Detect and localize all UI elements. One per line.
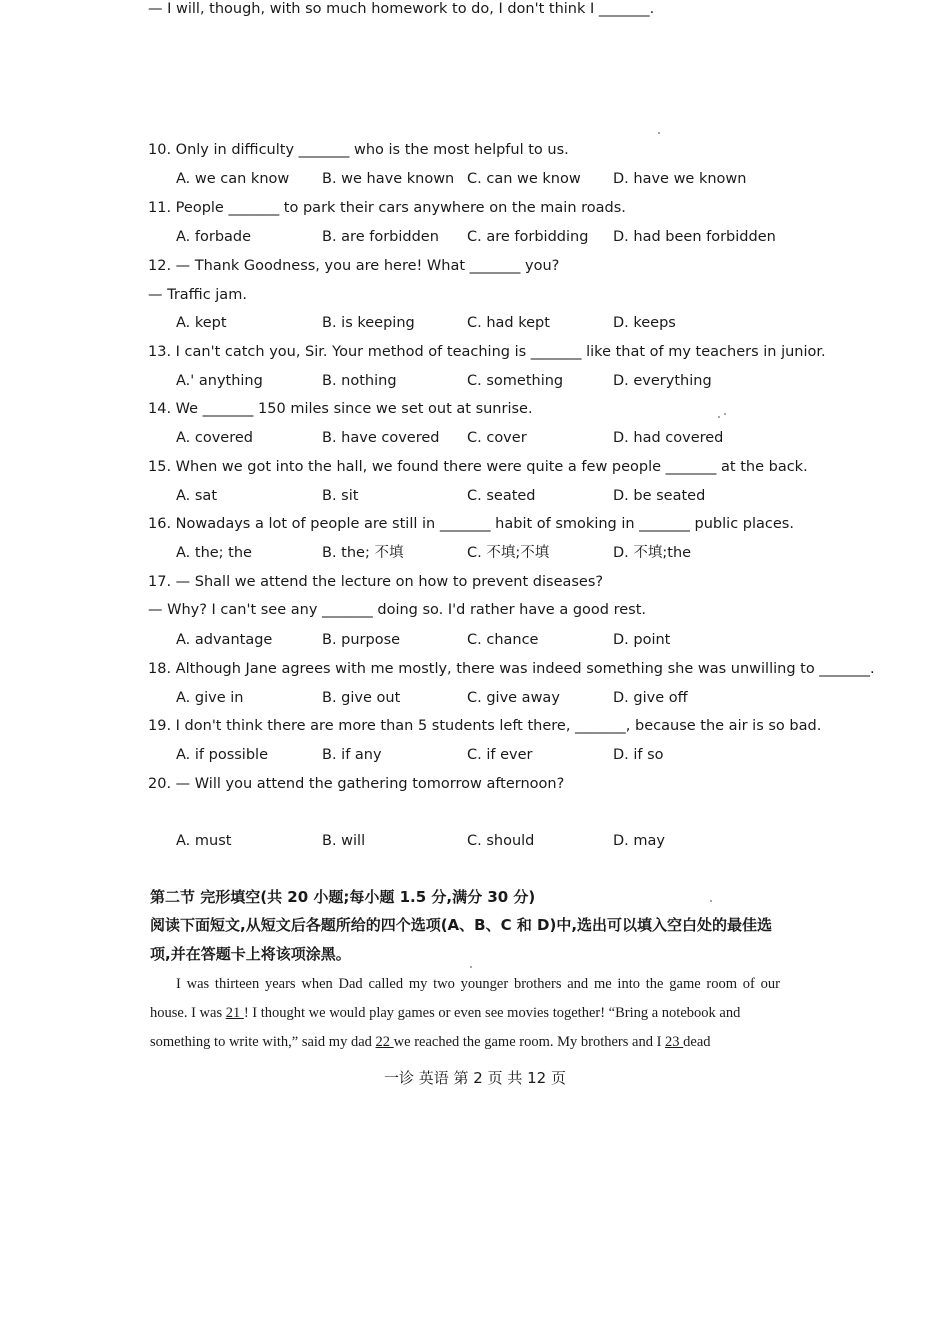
section-heading: 第二节 完形填空(共 20 小题;每小题 1.5 分,满分 30 分)	[150, 888, 536, 906]
blank-21: 21	[225, 1005, 244, 1021]
blank-23: 23	[665, 1034, 684, 1050]
page-footer: 一诊 英语 第 2 页 共 12 页	[383, 1069, 566, 1087]
option-d: D. point	[613, 632, 671, 648]
passage-text: house. I was	[150, 1005, 226, 1021]
option-d: D. give off	[613, 690, 688, 706]
section-instruction-line-2: 项,并在答题卡上将该项涂黑。	[150, 945, 351, 963]
option-d: D. had been forbidden	[613, 229, 776, 245]
passage-text: ! I thought we would play games or even see movies together! “Bring a notebook and	[243, 1005, 741, 1021]
option-b: B. are forbidden	[322, 229, 439, 245]
option-b: B. give out	[322, 690, 401, 706]
option-a: A.' anything	[176, 373, 263, 389]
option-d: D. may	[613, 833, 665, 849]
scan-speck	[470, 966, 472, 968]
option-b: B. we have known	[322, 171, 455, 187]
option-d: D. if so	[613, 747, 664, 763]
option-a: A. must	[176, 833, 232, 849]
option-c: C. 不填;不填	[467, 545, 550, 561]
passage-text: dead	[683, 1034, 711, 1050]
question-stem: 18. Although Jane agrees with me mostly, there was indeed something she was unwilling to _______.	[148, 661, 875, 677]
option-a: A. if possible	[176, 747, 268, 763]
question-dialogue-line: — I will, though, with so much homework to do, I don't think I _______.	[148, 1, 655, 17]
option-a: A. the; the	[176, 545, 252, 561]
option-c: C. had kept	[467, 315, 550, 331]
option-a: A. covered	[176, 430, 253, 446]
option-c: C. are forbidding	[467, 229, 589, 245]
option-b: B. if any	[322, 747, 382, 763]
question-stem: 15. When we got into the hall, we found there were quite a few people _______ at the back.	[148, 459, 808, 475]
question-stem: 14. We _______ 150 miles since we set out at sunrise.	[148, 401, 533, 417]
question-dialogue-line: — Traffic jam.	[148, 287, 247, 303]
scan-speck	[724, 413, 726, 415]
option-b: B. have covered	[322, 430, 440, 446]
option-c: C. chance	[467, 632, 539, 648]
option-a: A. give in	[176, 690, 244, 706]
option-d: D. had covered	[613, 430, 724, 446]
option-c: C. give away	[467, 690, 560, 706]
passage-line-2	[150, 1004, 740, 1022]
question-dialogue-line: — Why? I can't see any _______ doing so. I'd rather have a good rest.	[148, 602, 647, 618]
option-c: C. something	[467, 373, 564, 389]
option-c: C. if ever	[467, 747, 533, 763]
option-b: B. sit	[322, 488, 359, 504]
question-stem: 10. Only in difficulty _______ who is the most helpful to us.	[148, 142, 569, 158]
passage-line-3	[150, 1033, 711, 1051]
option-d: D. keeps	[613, 315, 676, 331]
question-stem: 11. People _______ to park their cars anywhere on the main roads.	[148, 200, 626, 216]
option-b: B. will	[322, 833, 366, 849]
scan-speck	[710, 900, 712, 902]
option-d: D. be seated	[613, 488, 706, 504]
passage-line-1: I was thirteen years when Dad called my two younger brothers and me into the game room of our	[176, 976, 780, 992]
section-instruction-line-1: 阅读下面短文,从短文后各题所给的四个选项(A、B、C 和 D)中,选出可以填入空白处的最佳选	[150, 916, 773, 934]
question-stem: 17. — Shall we attend the lecture on how to prevent diseases?	[148, 574, 604, 590]
option-d: D. have we known	[613, 171, 747, 187]
question-stem: 13. I can't catch you, Sir. Your method of teaching is _______ like that of my teachers in junior.	[148, 344, 826, 360]
option-a: A. forbade	[176, 229, 252, 245]
passage-text: we reached the game room. My brothers and I	[393, 1034, 666, 1050]
option-a: A. advantage	[176, 632, 273, 648]
option-b: B. is keeping	[322, 315, 415, 331]
option-c: C. cover	[467, 430, 527, 446]
option-b: B. purpose	[322, 632, 401, 648]
option-c: C. seated	[467, 488, 536, 504]
question-stem: 19. I don't think there are more than 5 students left there, _______, because the air is so bad.	[148, 718, 822, 734]
question-stem: 12. — Thank Goodness, you are here! What _______ you?	[148, 258, 560, 274]
option-b: B. the; 不填	[322, 545, 404, 561]
blank-22: 22	[375, 1034, 394, 1050]
scan-speck	[718, 416, 720, 418]
question-stem: 16. Nowadays a lot of people are still in _______ habit of smoking in _______ public places.	[148, 516, 794, 532]
option-c: C. can we know	[467, 171, 581, 187]
question-stem: 20. — Will you attend the gathering tomorrow afternoon?	[148, 776, 565, 792]
option-d: D. everything	[613, 373, 712, 389]
option-b: B. nothing	[322, 373, 397, 389]
option-a: A. we can know	[176, 171, 290, 187]
option-a: A. kept	[176, 315, 227, 331]
scan-speck	[658, 132, 660, 134]
option-a: A. sat	[176, 488, 218, 504]
option-c: C. should	[467, 833, 535, 849]
passage-text: something to write with,” said my dad	[150, 1034, 376, 1050]
option-d: D. 不填;the	[613, 545, 692, 561]
